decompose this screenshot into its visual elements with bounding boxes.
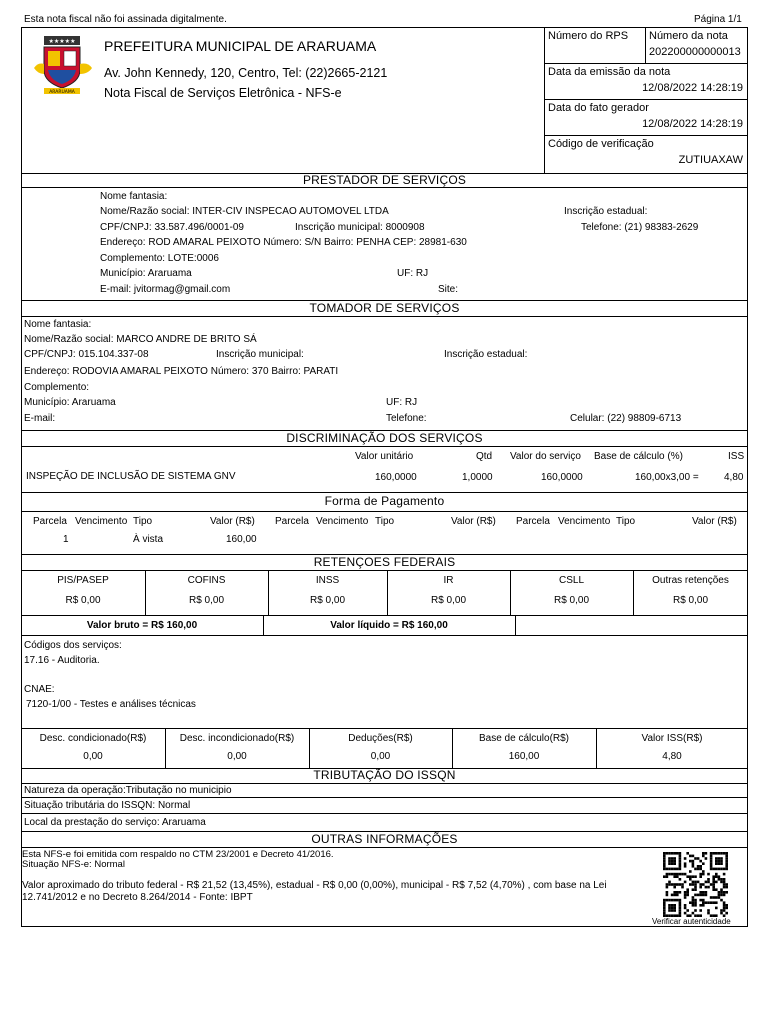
- prestador-inscricao-estadual: Inscrição estadual:: [564, 206, 648, 217]
- section-title-tomador: TOMADOR DE SERVIÇOS: [309, 301, 460, 315]
- pag-valor-header-2: Valor (R$): [451, 516, 496, 527]
- verification-code: ZUTIUAXAW: [678, 154, 743, 166]
- service-qty: 1,0000: [462, 472, 493, 483]
- service-iss: 4,80: [724, 472, 744, 483]
- ret-value-cofins: R$ 0,00: [188, 595, 225, 606]
- prestador-uf: UF: RJ: [397, 268, 429, 279]
- invoice-number: 202200000000013: [649, 46, 741, 58]
- ret-label-inss: INSS: [315, 575, 340, 586]
- ded-label-deducoes: Deduções(R$): [348, 733, 413, 744]
- service-base: 160,00x3,00 =: [635, 472, 699, 483]
- prestador-municipio: Município: Araruama: [100, 268, 192, 279]
- section-title-outras: OUTRAS INFORMAÇÕES: [311, 832, 458, 846]
- pag-tipo-value: À vista: [133, 534, 164, 545]
- pag-parcela-header-3: Parcela: [516, 516, 550, 527]
- pag-valor-value: 160,00: [226, 534, 257, 545]
- tomador-nome-fantasia: Nome fantasia:: [24, 319, 92, 330]
- pag-vencimento-header-1: Vencimento: [75, 516, 128, 527]
- pag-tipo-header-3: Tipo: [616, 516, 636, 527]
- ret-value-csll: R$ 0,00: [553, 595, 590, 606]
- ret-label-pis: PIS/PASEP: [57, 575, 109, 586]
- tomador-celular: Celular: (22) 98809-6713: [570, 413, 682, 424]
- prestador-endereco: Endereço: ROD AMARAL PEIXOTO Número: S/N Bairro: PENHA CEP: 28981-630: [100, 237, 467, 248]
- outras-line-2: Situação NFS-e: Normal: [22, 859, 125, 870]
- outras-line-4: 12.741/2012 e no Decreto 8.264/2014 - Fonte: IBPT: [22, 892, 253, 903]
- cnae-value: 7120-1/00 - Testes e análises técnicas: [26, 699, 196, 710]
- pag-valor-header-3: Valor (R$): [692, 516, 737, 527]
- ded-value-desc-incondicionado: 0,00: [227, 751, 247, 762]
- situacao-tributaria: Situação tributária do ISSQN: Normal: [24, 800, 191, 811]
- section-title-tributacao: TRIBUTAÇÃO DO ISSQN: [313, 768, 456, 782]
- outras-line-3: Valor aproximado do tributo federal - R$ 21,52 (13,45%), estadual - R$ 0,00 (0,00%), municipal - R$ 7,52 (4,70%) , com base na Lei: [22, 880, 607, 891]
- ret-value-outras: R$ 0,00: [672, 595, 709, 606]
- pag-tipo-header-2: Tipo: [375, 516, 395, 527]
- codigos-servicos-value: 17.16 - Auditoria.: [24, 655, 100, 666]
- issuer-title: PREFEITURA MUNICIPAL DE ARARUAMA: [104, 38, 377, 54]
- ret-label-cofins: COFINS: [187, 575, 226, 586]
- issue-date-label: Data da emissão da nota: [548, 66, 671, 78]
- prestador-razao-social: Nome/Razão social: INTER-CIV INSPECAO AUTOMOVEL LTDA: [100, 206, 389, 217]
- pag-parcela-header-2: Parcela: [275, 516, 309, 527]
- svg-text:★★★★★: ★★★★★: [48, 38, 76, 45]
- ret-value-pis: R$ 0,00: [65, 595, 101, 606]
- prestador-complemento: Complemento: LOTE:0006: [100, 253, 219, 264]
- prestador-site: Site:: [438, 284, 459, 295]
- prestador-telefone: Telefone: (21) 98383-2629: [581, 222, 699, 233]
- natureza-operacao: Natureza da operação:Tributação no municipio: [24, 785, 232, 796]
- section-title-servicos: DISCRIMINAÇÃO DOS SERVIÇOS: [286, 431, 483, 445]
- tomador-municipio: Município: Araruama: [24, 397, 116, 408]
- tomador-razao-social: Nome/Razão social: MARCO ANDRE DE BRITO SÁ: [24, 334, 257, 345]
- event-date-label: Data do fato gerador: [548, 102, 649, 114]
- section-title-pagamento: Forma de Pagamento: [324, 494, 445, 508]
- valor-liquido: Valor líquido = R$ 160,00: [330, 620, 448, 631]
- tomador-complemento: Complemento:: [24, 382, 90, 393]
- ded-label-base-calculo: Base de cálculo(R$): [478, 733, 570, 744]
- ded-value-valor-iss: 4,80: [662, 751, 682, 762]
- ded-label-desc-condicionado: Desc. condicionado(R$): [39, 733, 147, 744]
- prestador-inscricao-municipal: Inscrição municipal: 8000908: [295, 222, 425, 233]
- ret-label-ir: IR: [443, 575, 454, 586]
- tomador-cpf: CPF/CNPJ: 015.104.337-08: [24, 349, 149, 360]
- qr-code[interactable]: [663, 852, 733, 918]
- pag-vencimento-header-3: Vencimento: [558, 516, 611, 527]
- prestador-cnpj: CPF/CNPJ: 33.587.496/0001-09: [100, 222, 244, 233]
- codigos-servicos-label: Códigos dos serviços:: [24, 640, 122, 651]
- valor-bruto: Valor bruto = R$ 160,00: [86, 620, 198, 631]
- document-subtitle: Nota Fiscal de Serviços Eletrônica - NFS-e: [104, 86, 342, 100]
- ret-value-ir: R$ 0,00: [430, 595, 467, 606]
- col-iss: ISS: [728, 451, 745, 462]
- service-value: 160,0000: [541, 472, 583, 483]
- col-valor-unitario: Valor unitário: [355, 451, 414, 462]
- ret-value-inss: R$ 0,00: [309, 595, 346, 606]
- pag-valor-header-1: Valor (R$): [210, 516, 255, 527]
- signature-notice: Esta nota fiscal não foi assinada digitalmente.: [24, 14, 227, 25]
- ded-value-desc-condicionado: 0,00: [83, 751, 103, 762]
- tomador-endereco: Endereço: RODOVIA AMARAL PEIXOTO Número: 370 Bairro: PARATI: [24, 366, 339, 377]
- service-description: INSPEÇÃO DE INCLUSÃO DE SISTEMA GNV: [26, 471, 236, 482]
- col-valor-servico: Valor do serviço: [510, 451, 581, 462]
- svg-text:ARARUAMA: ARARUAMA: [49, 90, 75, 95]
- verify-authenticity-link[interactable]: Verificar autenticidade: [652, 917, 731, 926]
- ded-value-deducoes: 0,00: [370, 751, 391, 762]
- event-date: 12/08/2022 14:28:19: [642, 118, 743, 130]
- outras-line-1: Esta NFS-e foi emitida com respaldo no CTM 23/2001 e Decreto 41/2016.: [22, 849, 334, 860]
- prestador-nome-fantasia: Nome fantasia:: [100, 191, 168, 202]
- col-base-calculo: Base de cálculo (%): [594, 451, 683, 462]
- ret-label-outras: Outras retenções: [652, 575, 729, 586]
- tomador-email: E-mail:: [24, 413, 56, 424]
- ded-label-valor-iss: Valor ISS(R$): [641, 733, 703, 744]
- pag-parcela-value: 1: [63, 534, 69, 545]
- local-prestacao: Local da prestação do serviço: Araruama: [24, 817, 206, 828]
- pag-parcela-header-1: Parcela: [33, 516, 67, 527]
- invoice-number-label: Número da nota: [649, 30, 728, 42]
- ded-label-desc-incondicionado: Desc. incondicionado(R$): [179, 733, 295, 744]
- tomador-uf: UF: RJ: [386, 397, 418, 408]
- verification-code-label: Código de verificação: [548, 138, 654, 150]
- prestador-email: E-mail: jvitormag@gmail.com: [100, 284, 231, 295]
- issuer-address: Av. John Kennedy, 120, Centro, Tel: (22)2665-2121: [104, 66, 388, 80]
- pag-vencimento-header-2: Vencimento: [316, 516, 369, 527]
- pag-tipo-header-1: Tipo: [133, 516, 153, 527]
- tomador-telefone: Telefone:: [386, 413, 427, 424]
- cnae-label: CNAE:: [24, 684, 55, 695]
- section-title-retencoes: RETENÇOES FEDERAIS: [313, 555, 456, 569]
- issue-date: 12/08/2022 14:28:19: [642, 82, 743, 94]
- rps-label: Número do RPS: [548, 30, 629, 42]
- tomador-inscricao-municipal: Inscrição municipal:: [216, 349, 304, 360]
- page-number: Página 1/1: [694, 14, 742, 25]
- ret-label-csll: CSLL: [558, 575, 584, 586]
- coat-of-arms-logo: [30, 32, 96, 100]
- service-unit-value: 160,0000: [375, 472, 417, 483]
- col-qtd: Qtd: [476, 451, 493, 462]
- tomador-inscricao-estadual: Inscrição estadual:: [444, 349, 528, 360]
- ded-value-base-calculo: 160,00: [508, 751, 540, 762]
- section-title-prestador: PRESTADOR DE SERVIÇOS: [302, 173, 467, 187]
